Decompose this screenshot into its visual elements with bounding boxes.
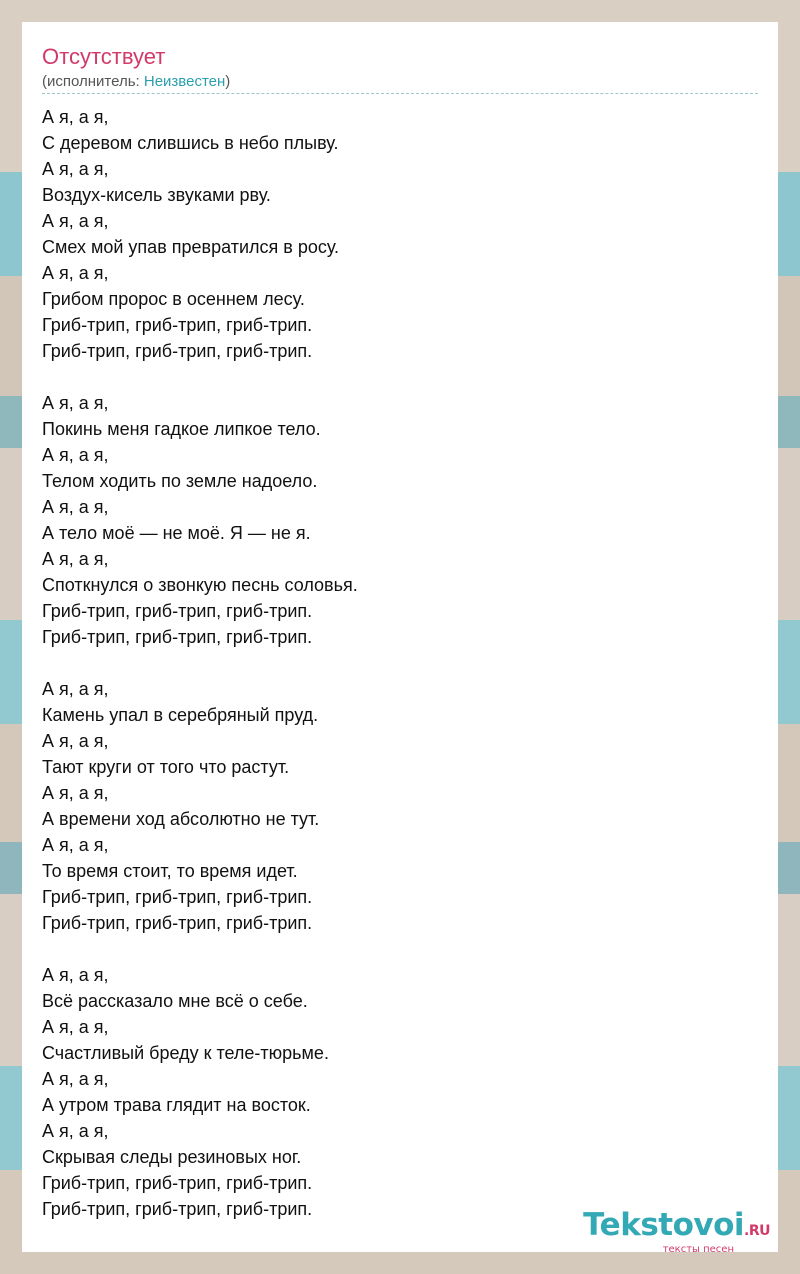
lyric-line: А я, а я, [42,731,109,751]
lyric-line: Гриб-трип, гриб-трип, гриб-трип. [42,341,313,361]
lyric-line: А я, а я, [42,679,109,699]
lyric-line: Смех мой упав превратился в росу. [42,237,340,257]
lyric-line: А я, а я, [42,783,109,803]
lyric-line: С деревом слившись в небо плыву. [42,133,339,153]
lyric-line: Гриб-трип, гриб-трип, гриб-трип. [42,627,313,647]
artist-prefix: (исполнитель: [42,73,144,90]
lyric-line: А я, а я, [42,497,109,517]
stanza-1 [42,104,758,364]
lyric-line: А времени ход абсолютно не тут. [42,809,320,829]
lyric-line: Гриб-трип, гриб-трип, гриб-трип. [42,1173,313,1193]
stanza-3 [42,676,758,936]
title-divider [42,93,758,94]
lyric-line: Камень упал в серебряный пруд. [42,705,319,725]
lyric-line: Счастливый бреду к теле-тюрьме. [42,1043,329,1063]
song-title: Отсутствует [42,44,166,69]
lyric-line: Гриб-трип, гриб-трип, гриб-трип. [42,315,313,335]
lyric-line: Грибом пророс в осеннем лесу. [42,289,305,309]
lyric-line: Гриб-трип, гриб-трип, гриб-трип. [42,913,313,933]
site-logo[interactable] [583,1208,770,1255]
lyric-line: Споткнулся о звонкую песнь соловья. [42,575,358,595]
lyric-line: А я, а я, [42,1017,109,1037]
lyric-line: А тело моё — не моё. Я — не я. [42,523,311,543]
lyric-line: А я, а я, [42,965,109,985]
lyric-line: А я, а я, [42,393,109,413]
logo-name: Tekstovoi [583,1207,745,1243]
lyrics-card [22,22,778,1255]
lyrics-body [42,104,758,1222]
lyric-line: А я, а я, [42,1069,109,1089]
lyric-line: А я, а я, [42,549,109,569]
lyric-line: Гриб-трип, гриб-трип, гриб-трип. [42,601,313,621]
lyric-line: А утром трава глядит на восток. [42,1095,311,1115]
stanza-4 [42,962,758,1222]
lyric-line: Воздух-кисель звуками рву. [42,185,271,205]
lyric-line: Тают круги от того что растут. [42,757,290,777]
lyric-line: А я, а я, [42,1121,109,1141]
lyric-line: А я, а я, [42,445,109,465]
artist-link[interactable]: Неизвестен [143,73,226,90]
lyric-line: А я, а я, [42,159,109,179]
stanza-2 [42,390,758,650]
lyric-line: Покинь меня гадкое липкое тело. [42,419,321,439]
lyric-line: Гриб-трип, гриб-трип, гриб-трип. [42,1199,313,1219]
artist-suffix: ) [225,73,231,90]
logo-tld: .RU [744,1223,770,1239]
logo-wordmark [583,1208,770,1248]
lyric-line: А я, а я, [42,107,109,127]
artist-line [42,73,230,91]
lyric-line: А я, а я, [42,211,109,231]
lyric-line: Телом ходить по земле надоело. [42,471,318,491]
lyric-line: Гриб-трип, гриб-трип, гриб-трип. [42,887,313,907]
lyric-line: А я, а я, [42,835,109,855]
lyric-line: То время стоит, то время идет. [42,861,298,881]
lyric-line: Скрывая следы резиновых ног. [42,1147,302,1167]
lyric-line: А я, а я, [42,263,109,283]
logo-tagline: тексты песен [662,1244,734,1255]
lyric-line: Всё рассказало мне всё о себе. [42,991,308,1011]
